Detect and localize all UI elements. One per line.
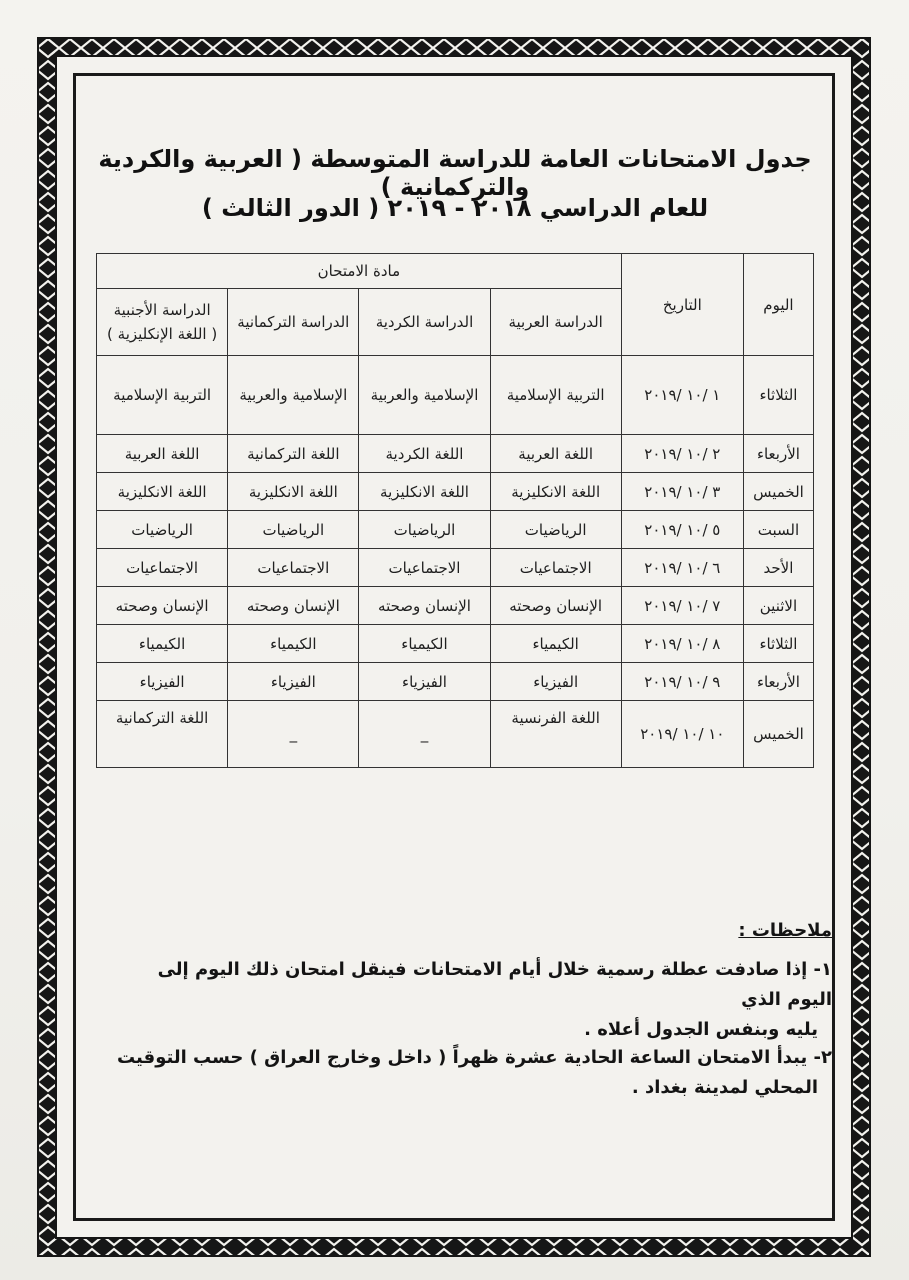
- cell-subject: اللغة الانكليزية: [359, 473, 490, 511]
- cell-subject: الاجتماعيات: [359, 549, 490, 587]
- cell-day: الخميس: [743, 701, 813, 768]
- cell-subject: الرياضيات: [97, 511, 228, 549]
- table-row: [97, 511, 814, 549]
- cell-subject: الرياضيات: [490, 511, 621, 549]
- table-row: [97, 356, 814, 435]
- cell-date: ٩ /١٠ /٢٠١٩: [621, 663, 743, 701]
- cell-subject: الإسلامية والعربية: [228, 356, 359, 435]
- cell-day: الأحد: [743, 549, 813, 587]
- cell-subject: الإنسان وصحته: [97, 587, 228, 625]
- cell-subject: الكيمياء: [490, 625, 621, 663]
- cell-subject: اللغة التركمانية: [228, 435, 359, 473]
- header-turkmen-stream: الدراسة التركمانية: [228, 289, 359, 356]
- note-1-line-2: يليه وبنفس الجدول أعلاه .: [584, 1019, 818, 1040]
- notes-heading: ملاحظات :: [738, 920, 832, 941]
- document-subtitle: للعام الدراسي ٢٠١٨ - ٢٠١٩ ( الدور الثالث ): [201, 194, 709, 222]
- cell-subject: اللغة العربية: [490, 435, 621, 473]
- cell-day: الثلاثاء: [743, 625, 813, 663]
- header-date: التاريخ: [621, 254, 743, 356]
- cell-subject: الاجتماعيات: [490, 549, 621, 587]
- cell-subject: الاجتماعيات: [97, 549, 228, 587]
- table-row: [97, 663, 814, 701]
- cell-subject: _: [228, 701, 359, 768]
- cell-subject: الكيمياء: [359, 625, 490, 663]
- cell-date: ٧ /١٠ /٢٠١٩: [621, 587, 743, 625]
- note-1: [110, 955, 832, 1045]
- cell-subject: الفيزياء: [97, 663, 228, 701]
- cell-subject: التربية الإسلامية: [490, 356, 621, 435]
- cell-subject: الكيمياء: [97, 625, 228, 663]
- cell-subject: _: [359, 701, 490, 768]
- header-foreign-stream: [97, 289, 228, 356]
- cell-subject: الإنسان وصحته: [490, 587, 621, 625]
- cell-subject: الفيزياء: [228, 663, 359, 701]
- cell-day: الثلاثاء: [743, 356, 813, 435]
- table-row: [97, 435, 814, 473]
- cell-date: ٦ /١٠ /٢٠١٩: [621, 549, 743, 587]
- cell-subject: الإنسان وصحته: [359, 587, 490, 625]
- cell-day: الأربعاء: [743, 663, 813, 701]
- table-row: [97, 473, 814, 511]
- cell-subject: اللغة الفرنسية: [490, 701, 621, 768]
- cell-day: الخميس: [743, 473, 813, 511]
- note-2-line-1: ٢- يبدأ الامتحان الساعة الحادية عشرة ظهراً ( داخل وخارج العراق ) حسب التوقيت: [117, 1047, 832, 1068]
- table-row: [97, 701, 814, 768]
- cell-day: السبت: [743, 511, 813, 549]
- cell-date: ٣ /١٠ /٢٠١٩: [621, 473, 743, 511]
- cell-subject: اللغة الانكليزية: [97, 473, 228, 511]
- cell-subject: اللغة العربية: [97, 435, 228, 473]
- cell-subject: الكيمياء: [228, 625, 359, 663]
- cell-date: ١ /١٠ /٢٠١٩: [621, 356, 743, 435]
- cell-subject: التربية الإسلامية: [97, 356, 228, 435]
- note-1-line-1: ١- إذا صادفت عطلة رسمية خلال أيام الامتحانات فينقل امتحان ذلك اليوم إلى اليوم الذي: [157, 959, 832, 1010]
- table-row: [97, 625, 814, 663]
- document-title: جدول الامتحانات العامة للدراسة المتوسطة ( العربية والكردية والتركمانية ): [98, 145, 812, 201]
- cell-date: ٥ /١٠ /٢٠١٩: [621, 511, 743, 549]
- note-2-line-2: المحلي لمدينة بغداد .: [631, 1077, 818, 1098]
- cell-subject: اللغة التركمانية: [97, 701, 228, 768]
- cell-subject: الإنسان وصحته: [228, 587, 359, 625]
- header-day: اليوم: [743, 254, 813, 356]
- cell-subject: الإسلامية والعربية: [359, 356, 490, 435]
- cell-day: الأربعاء: [743, 435, 813, 473]
- cell-subject: اللغة الانكليزية: [490, 473, 621, 511]
- cell-date: ٢ /١٠ /٢٠١٩: [621, 435, 743, 473]
- cell-subject: الفيزياء: [359, 663, 490, 701]
- header-foreign-stream-sub: ( اللغة الإنكليزية ): [107, 325, 218, 343]
- cell-subject: الرياضيات: [228, 511, 359, 549]
- header-subject-group: مادة الامتحان: [97, 254, 622, 289]
- header-arabic-stream: الدراسة العربية: [490, 289, 621, 356]
- cell-day: الاثنين: [743, 587, 813, 625]
- header-kurdish-stream: الدراسة الكردية: [359, 289, 490, 356]
- table-row: [97, 549, 814, 587]
- exam-schedule-table: [96, 253, 814, 768]
- header-foreign-stream-label: الدراسة الأجنبية: [113, 301, 211, 319]
- cell-subject: اللغة الكردية: [359, 435, 490, 473]
- cell-subject: الرياضيات: [359, 511, 490, 549]
- cell-subject: الفيزياء: [490, 663, 621, 701]
- note-2: [110, 1043, 832, 1103]
- table-row: [97, 587, 814, 625]
- cell-date: ٨ /١٠ /٢٠١٩: [621, 625, 743, 663]
- cell-subject: الاجتماعيات: [228, 549, 359, 587]
- cell-subject: اللغة الانكليزية: [228, 473, 359, 511]
- cell-date: ١٠ /١٠ /٢٠١٩: [621, 701, 743, 768]
- table-header-row: [97, 254, 814, 289]
